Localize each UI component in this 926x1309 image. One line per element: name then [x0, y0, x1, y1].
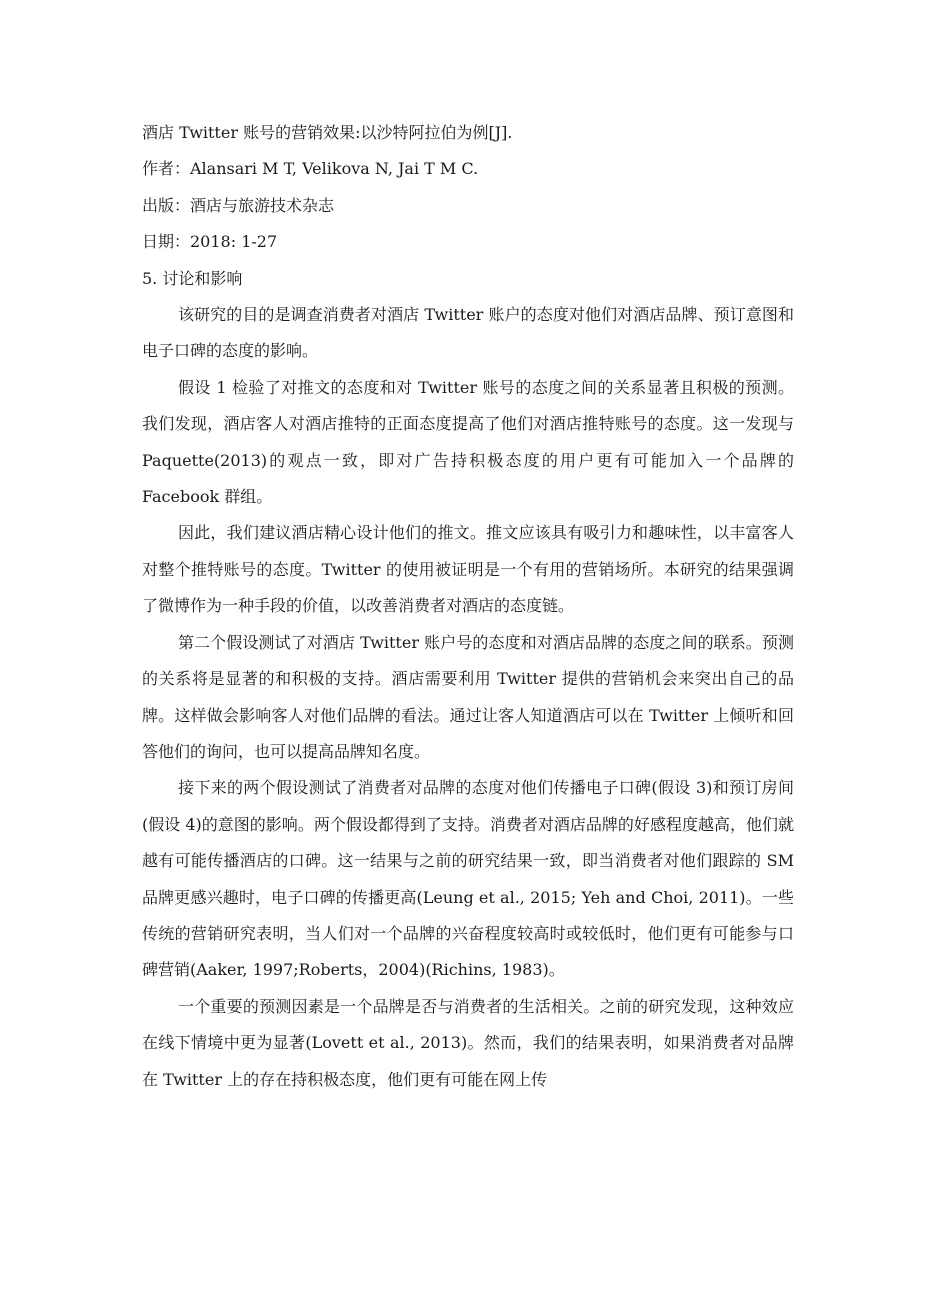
body-paragraph: 第二个假设测试了对酒店 Twitter 账户号的态度和对酒店品牌的态度之间的联系。预测的关系将是显著的和积极的支持。酒店需要利用 Twitter 提供的营销机会来突出自己的品牌。这样做会影响客人对他们品牌的看法。通过让客人知道酒店可以在 Twitter 上倾听和回答他们的询问，也可以提高品牌知名度。: [142, 632, 794, 761]
body-paragraph: 假设 1 检验了对推文的态度和对 Twitter 账号的态度之间的关系显著且积极的预测。我们发现，酒店客人对酒店推特的正面态度提高了他们对酒店推特账号的态度。这一发现与 Paquette(2013)的观点一致，即对广告持积极态度的用户更有可能加入一个品牌的 Facebook 群组。: [142, 377, 794, 507]
reference-date: 日期：2018: 1-27: [142, 232, 278, 252]
body-paragraph: 因此，我们建议酒店精心设计他们的推文。推文应该具有吸引力和趣味性，以丰富客人对整个推特账号的态度。Twitter 的使用被证明是一个有用的营销场所。本研究的结果强调了微博作为一种手段的价值，以改善消费者对酒店的态度链。: [142, 523, 794, 616]
reference-title: 酒店 Twitter 账号的营销效果:以沙特阿拉伯为例[J].: [142, 123, 513, 142]
body-paragraph: 该研究的目的是调查消费者对酒店 Twitter 账户的态度对他们对酒店品牌、预订意图和电子口碑的态度的影响。: [142, 305, 794, 361]
reference-authors: 作者：Alansari M T, Velikova N, Jai T M C.: [142, 159, 479, 179]
document-body: [142, 115, 794, 1098]
reference-publisher: 出版：酒店与旅游技术杂志: [142, 195, 335, 215]
body-paragraph: 接下来的两个假设测试了消费者对品牌的态度对他们传播电子口碑(假设 3)和预订房间(假设 4)的意图的影响。两个假设都得到了支持。消费者对酒店品牌的好感程度越高，他们就越有可能传播酒店的口碑。这一结果与之前的研究结果一致，即当消费者对他们跟踪的 SM 品牌更感兴趣时，电子口碑的传播更高(Leung et al., 2015; Yeh and Choi, 2011)。一些传统的营销研究表明，当人们对一个品牌的兴奋程度较高时或较低时，他们更有可能参与口碑营销(Aaker, 1997;Roberts，2004)(Richins, 1983)。: [142, 778, 794, 980]
body-paragraph: 一个重要的预测因素是一个品牌是否与消费者的生活相关。之前的研究发现，这种效应在线下情境中更为显著(Lovett et al., 2013)。然而，我们的结果表明，如果消费者对品牌在 Twitter 上的存在持积极态度，他们更有可能在网上传: [142, 996, 794, 1089]
section-heading: 5. 讨论和影响: [142, 268, 243, 288]
